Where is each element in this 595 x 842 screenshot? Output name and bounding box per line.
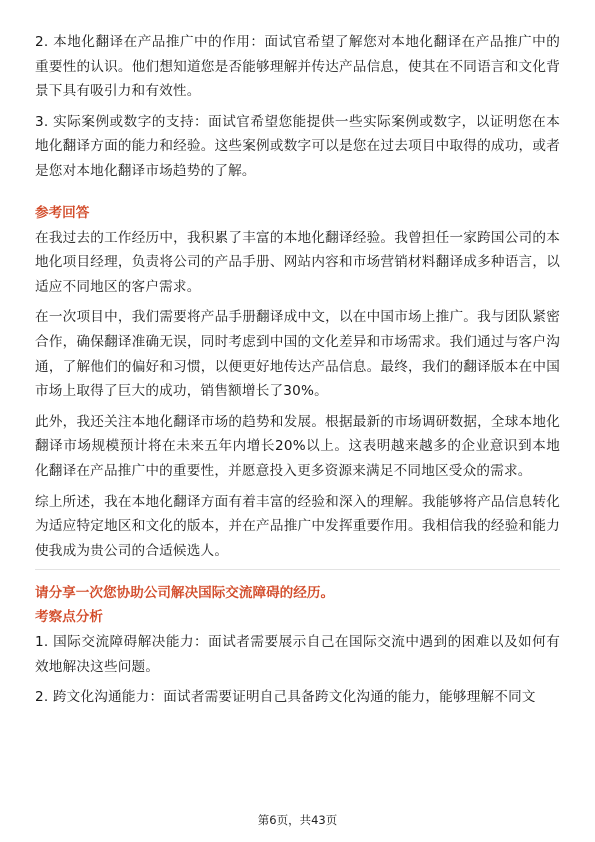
analysis-item-2: 2. 跨文化沟通能力：面试者需要证明自己具备跨文化沟通的能力，能够理解不同文: [35, 689, 536, 706]
page-number-footer: 第6页，共43页: [257, 813, 338, 827]
criteria-item-2: 2. 本地化翻译在产品推广中的作用：面试官希望了解您对本地化翻译在产品推广中的重要性的认识。他们想知道您是否能够理解并传达产品信息，使其在不同语言和文化背景下具有吸引力和有效性。: [35, 34, 560, 100]
answer-paragraph-2: 在一次项目中，我们需要将产品手册翻译成中文，以在中国市场上推广。我与团队紧密合作，确保翻译准确无误，同时考虑到中国的文化差异和市场需求。我们通过与客户沟通，了解他们的偏好和习惯，以便更好地传达产品信息。最终，我们的翻译版本在中国市场上取得了巨大的成功，销售额增长了30%。: [35, 309, 560, 400]
criteria-item-3: 3. 实际案例或数字的支持：面试官希望您能提供一些实际案例或数字，以证明您在本地化翻译方面的能力和经验。这些案例或数字可以是您在过去项目中取得的成功，或者是您对本地化翻译市场趋势的了解。: [35, 113, 560, 179]
answer-paragraph-1: 在我过去的工作经历中，我积累了丰富的本地化翻译经验。我曾担任一家跨国公司的本地化项目经理，负责将公司的产品手册、网站内容和市场营销材料翻译成多种语言，以适应不同地区的客户需求。: [35, 229, 560, 295]
analysis-heading: 考察点分析: [35, 609, 103, 626]
answer-paragraph-4: 综上所述，我在本地化翻译方面有着丰富的经验和深入的理解。我能够将产品信息转化为适应特定地区和文化的版本，并在产品推广中发挥重要作用。我相信我的经验和能力使我成为贵公司的合适候选人。: [35, 493, 560, 559]
document-page: [35, 30, 560, 716]
answer-paragraph-3: 此外，我还关注本地化翻译市场的趋势和发展。根据最新的市场调研数据，全球本地化翻译市场规模预计将在未来五年内增长20%以上。这表明越来越多的企业意识到本地化翻译在产品推广中的重要性，并愿意投入更多资源来满足不同地区受众的需求。: [35, 413, 560, 479]
analysis-item-1: 1. 国际交流障碍解决能力：面试者需要展示自己在国际交流中遇到的困难以及如何有效地解决这些问题。: [35, 634, 560, 675]
question-heading: 请分享一次您协助公司解决国际交流障碍的经历。: [35, 585, 335, 602]
reference-answer-heading: 参考回答: [35, 204, 90, 221]
section-divider: [35, 569, 560, 570]
